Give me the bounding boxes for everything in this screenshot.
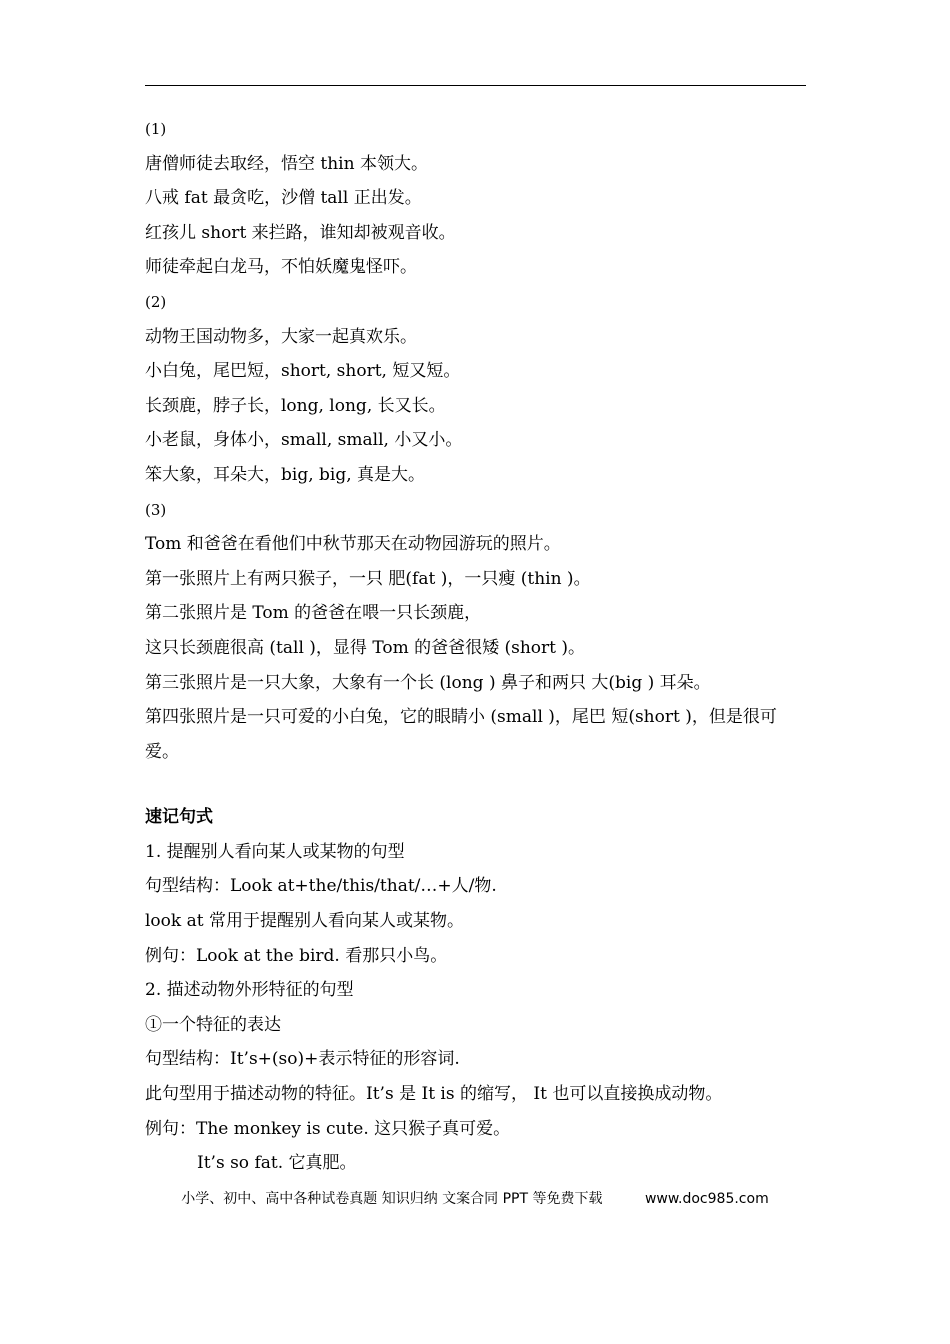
story-line-5: 第三张照片是一只大象，大象有一个长 (long ) 鼻子和两只 大(big ) 耳朵。 <box>145 672 711 693</box>
pattern-2-example-2: It’s so fat. 它真肥。 <box>197 1153 357 1174</box>
pattern-2-subtitle: ①一个特征的表达 <box>145 1014 281 1035</box>
document-body <box>145 112 807 1181</box>
pattern-1-structure: 句型结构：Look at+the/this/that/…+人/物. <box>145 876 497 897</box>
pattern-2-title: 2. 描述动物外形特征的句型 <box>145 980 354 1001</box>
footer-text: 小学、初中、高中各种试卷真题 知识归纳 文案合同 PPT 等免费下载 <box>181 1191 603 1207</box>
rhyme-1-line-1: 唐僧师徒去取经，悟空 thin 本领大。 <box>145 153 428 174</box>
section-1-marker: (1) <box>145 120 167 138</box>
header-rule <box>145 85 806 86</box>
sentence-patterns-heading: 速记句式 <box>145 807 213 828</box>
footer-link[interactable]: www.doc985.com <box>644 1191 769 1207</box>
section-3-marker: (3) <box>145 500 167 519</box>
rhyme-1-line-2: 八戒 fat 最贪吃，沙僧 tall 正出发。 <box>145 188 422 209</box>
pattern-2-structure: 句型结构：It’s+(so)+表示特征的形容词. <box>145 1049 460 1070</box>
rhyme-1-line-4: 师徒牵起白龙马，不怕妖魔鬼怪吓。 <box>145 257 417 278</box>
pattern-1-note: look at 常用于提醒别人看向某人或某物。 <box>145 911 464 932</box>
page-footer <box>0 1188 950 1208</box>
story-line-1: Tom 和爸爸在看他们中秋节那天在动物园游玩的照片。 <box>145 534 561 555</box>
spacer <box>145 769 807 800</box>
rhyme-2-line-2: 小白兔，尾巴短，short, short, 短又短。 <box>145 361 461 382</box>
story-line-6: 第四张照片是一只可爱的小白兔，它的眼睛小 (small )，尾巴 短(short )，但是很可爱。 <box>145 707 777 762</box>
rhyme-1-line-3: 红孩儿 short 来拦路，谁知却被观音收。 <box>145 222 456 243</box>
rhyme-2-line-3: 长颈鹿，脖子长，long, long, 长又长。 <box>145 395 446 416</box>
story-line-2: 第一张照片上有两只猴子，一只 肥(fat )，一只瘦 (thin )。 <box>145 568 591 589</box>
story-line-4: 这只长颈鹿很高 (tall )，显得 Tom 的爸爸很矮 (short )。 <box>145 637 586 658</box>
pattern-1-example: 例句：Look at the bird. 看那只小鸟。 <box>145 945 448 966</box>
rhyme-2-line-5: 笨大象，耳朵大，big, big, 真是大。 <box>145 464 426 485</box>
pattern-2-example-1: 例句：The monkey is cute. 这只猴子真可爱。 <box>145 1118 511 1139</box>
pattern-2-note: 此句型用于描述动物的特征。It’s 是 It is 的缩写， It 也可以直接换成动物。 <box>145 1084 723 1105</box>
section-2-marker: (2) <box>145 292 167 311</box>
rhyme-2-line-1: 动物王国动物多，大家一起真欢乐。 <box>145 326 417 347</box>
pattern-1-title: 1. 提醒别人看向某人或某物的句型 <box>145 841 405 862</box>
story-line-3: 第二张照片是 Tom 的爸爸在喂一只长颈鹿， <box>145 603 482 624</box>
rhyme-2-line-4: 小老鼠，身体小，small, small, 小又小。 <box>145 430 463 451</box>
